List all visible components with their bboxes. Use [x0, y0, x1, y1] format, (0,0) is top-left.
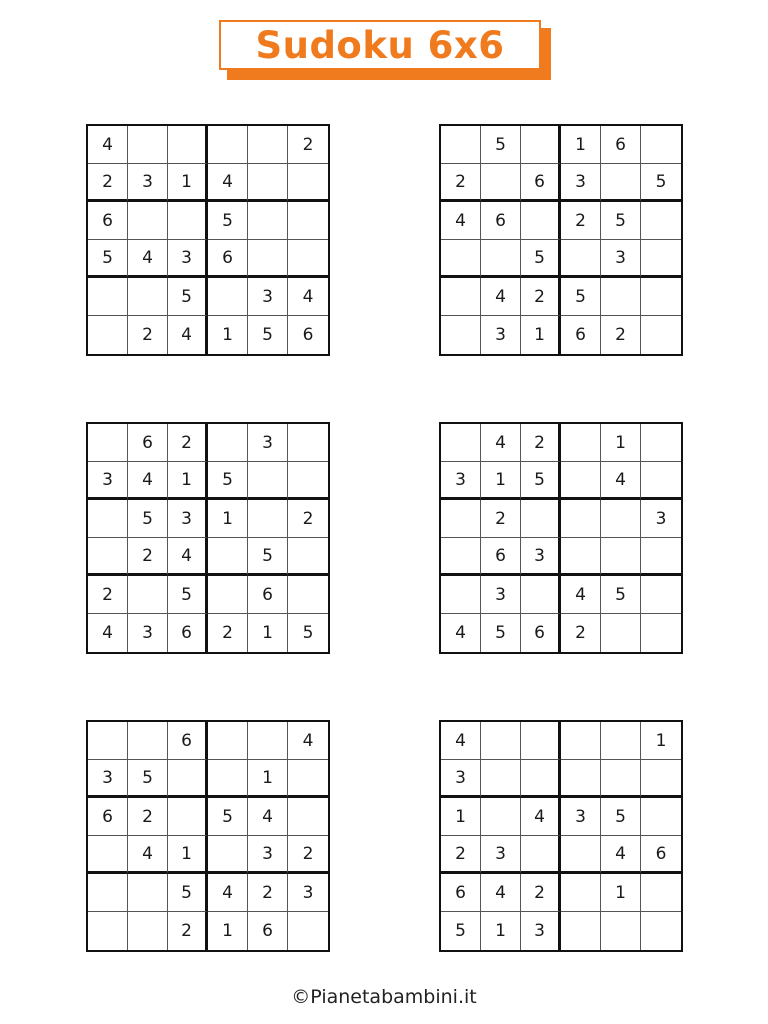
sudoku-cell[interactable]: [248, 240, 288, 278]
sudoku-cell[interactable]: [88, 278, 128, 316]
sudoku-cell[interactable]: [168, 798, 208, 836]
sudoku-cell[interactable]: [561, 500, 601, 538]
sudoku-cell: 3: [168, 240, 208, 278]
sudoku-cell[interactable]: [601, 912, 641, 950]
sudoku-cell: 1: [168, 836, 208, 874]
sudoku-cell[interactable]: [601, 500, 641, 538]
sudoku-cell[interactable]: [481, 760, 521, 798]
sudoku-cell[interactable]: [601, 760, 641, 798]
sudoku-cell[interactable]: [521, 500, 561, 538]
sudoku-cell: 6: [88, 202, 128, 240]
sudoku-grid-2: [439, 124, 683, 356]
sudoku-cell: 2: [521, 424, 561, 462]
sudoku-cell: 4: [208, 164, 248, 202]
sudoku-cell[interactable]: [128, 874, 168, 912]
sudoku-cell: 1: [441, 798, 481, 836]
sudoku-cell: 6: [481, 202, 521, 240]
sudoku-cell: 5: [128, 760, 168, 798]
sudoku-cell: 2: [561, 202, 601, 240]
sudoku-cell: 4: [561, 576, 601, 614]
sudoku-cell[interactable]: [441, 278, 481, 316]
sudoku-cell[interactable]: [128, 278, 168, 316]
sudoku-cell[interactable]: [561, 836, 601, 874]
sudoku-cell: 5: [601, 202, 641, 240]
sudoku-cell: 1: [168, 462, 208, 500]
sudoku-cell: 1: [481, 462, 521, 500]
sudoku-cell[interactable]: [641, 614, 681, 652]
sudoku-cell: 5: [521, 462, 561, 500]
sudoku-cell: 5: [88, 240, 128, 278]
sudoku-cell[interactable]: [481, 722, 521, 760]
sudoku-cell: 5: [481, 614, 521, 652]
sudoku-cell[interactable]: [88, 874, 128, 912]
sudoku-cell: 2: [521, 874, 561, 912]
sudoku-cell[interactable]: [288, 424, 328, 462]
sudoku-cell: 6: [248, 576, 288, 614]
sudoku-cell[interactable]: [441, 500, 481, 538]
sudoku-cell[interactable]: [288, 164, 328, 202]
sudoku-cell[interactable]: [641, 874, 681, 912]
sudoku-cell[interactable]: [641, 760, 681, 798]
sudoku-cell: 2: [441, 836, 481, 874]
sudoku-cell[interactable]: [561, 912, 601, 950]
sudoku-cell[interactable]: [601, 538, 641, 576]
sudoku-cell[interactable]: [88, 316, 128, 354]
sudoku-cell[interactable]: [441, 126, 481, 164]
sudoku-cell: 6: [641, 836, 681, 874]
sudoku-cell[interactable]: [208, 760, 248, 798]
sudoku-cell: 6: [168, 722, 208, 760]
sudoku-cell: 6: [168, 614, 208, 652]
sudoku-cell[interactable]: [641, 912, 681, 950]
sudoku-cell[interactable]: [288, 912, 328, 950]
sudoku-cell[interactable]: [208, 538, 248, 576]
sudoku-cell[interactable]: [128, 576, 168, 614]
sudoku-cell[interactable]: [641, 576, 681, 614]
page-title: Sudoku 6x6: [255, 23, 505, 67]
sudoku-cell: 6: [521, 614, 561, 652]
sudoku-cell: 6: [88, 798, 128, 836]
sudoku-cell[interactable]: [481, 798, 521, 836]
sudoku-cell: 2: [128, 538, 168, 576]
sudoku-cell[interactable]: [641, 538, 681, 576]
sudoku-cell: 3: [521, 912, 561, 950]
sudoku-cell: 3: [601, 240, 641, 278]
title-banner: [219, 20, 545, 74]
sudoku-cell: 6: [481, 538, 521, 576]
sudoku-cell[interactable]: [88, 500, 128, 538]
sudoku-cell[interactable]: [641, 240, 681, 278]
sudoku-cell: 1: [561, 126, 601, 164]
sudoku-cell: 3: [481, 836, 521, 874]
sudoku-cell[interactable]: [441, 424, 481, 462]
sudoku-cell: 4: [88, 126, 128, 164]
sudoku-cell: 5: [248, 316, 288, 354]
sudoku-cell: 3: [248, 424, 288, 462]
sudoku-cell: 3: [288, 874, 328, 912]
sudoku-cell: 4: [441, 202, 481, 240]
sudoku-cell[interactable]: [128, 202, 168, 240]
sudoku-cell[interactable]: [641, 316, 681, 354]
sudoku-cell: 4: [168, 316, 208, 354]
sudoku-cell[interactable]: [521, 836, 561, 874]
sudoku-cell: 3: [441, 760, 481, 798]
sudoku-cell: 3: [481, 316, 521, 354]
sudoku-cell: 3: [521, 538, 561, 576]
sudoku-cell[interactable]: [248, 722, 288, 760]
sudoku-cell[interactable]: [521, 722, 561, 760]
sudoku-cell: 4: [88, 614, 128, 652]
sudoku-cell: 6: [128, 424, 168, 462]
sudoku-cell: 1: [601, 424, 641, 462]
sudoku-cell: 2: [128, 798, 168, 836]
sudoku-cell: 5: [601, 798, 641, 836]
sudoku-cell: 5: [168, 576, 208, 614]
sudoku-cell[interactable]: [288, 240, 328, 278]
sudoku-cell: 2: [288, 836, 328, 874]
sudoku-cell: 1: [248, 614, 288, 652]
sudoku-cell: 5: [208, 202, 248, 240]
sudoku-cell[interactable]: [641, 424, 681, 462]
sudoku-cell[interactable]: [441, 576, 481, 614]
sudoku-cell: 2: [128, 316, 168, 354]
sudoku-cell: 4: [441, 722, 481, 760]
sudoku-cell: 5: [168, 278, 208, 316]
sudoku-cell: 3: [88, 760, 128, 798]
sudoku-cell: 4: [288, 722, 328, 760]
sudoku-cell: 4: [288, 278, 328, 316]
sudoku-cell[interactable]: [641, 798, 681, 836]
sudoku-cell: 2: [441, 164, 481, 202]
sudoku-cell: 4: [601, 836, 641, 874]
sudoku-cell[interactable]: [561, 424, 601, 462]
sudoku-cell: 4: [601, 462, 641, 500]
sudoku-cell[interactable]: [561, 874, 601, 912]
sudoku-cell: 5: [248, 538, 288, 576]
sudoku-cell: 4: [128, 240, 168, 278]
sudoku-cell[interactable]: [128, 912, 168, 950]
sudoku-cell: 3: [168, 500, 208, 538]
sudoku-cell: 4: [481, 874, 521, 912]
sudoku-cell: 2: [521, 278, 561, 316]
sudoku-cell[interactable]: [601, 614, 641, 652]
sudoku-grid-3: [86, 422, 330, 654]
sudoku-cell[interactable]: [601, 164, 641, 202]
sudoku-cell: 5: [302, 623, 314, 643]
sudoku-cell: 5: [168, 874, 208, 912]
sudoku-cell: 3: [248, 836, 288, 874]
sudoku-cell: 3: [248, 278, 288, 316]
sudoku-cell: 6: [601, 126, 641, 164]
sudoku-cell[interactable]: [128, 126, 168, 164]
sudoku-cell: 5: [481, 126, 521, 164]
sudoku-cell: 2: [168, 912, 208, 950]
sudoku-cell[interactable]: [168, 202, 208, 240]
sudoku-cell: 3: [561, 164, 601, 202]
sudoku-cell: 6: [208, 240, 248, 278]
sudoku-cell: 4: [128, 836, 168, 874]
sudoku-cell: 5: [441, 912, 481, 950]
sudoku-cell: 5: [208, 462, 248, 500]
sudoku-cell: 4: [128, 462, 168, 500]
sudoku-cell[interactable]: [561, 538, 601, 576]
sudoku-cell: 6: [561, 316, 601, 354]
sudoku-cell: 3: [128, 614, 168, 652]
sudoku-cell: 1: [481, 912, 521, 950]
sudoku-cell[interactable]: [208, 424, 248, 462]
sudoku-cell: 5: [208, 798, 248, 836]
sudoku-cell[interactable]: [288, 760, 328, 798]
sudoku-cell[interactable]: [641, 462, 681, 500]
sudoku-cell: 6: [302, 325, 314, 345]
sudoku-cell: 3: [641, 500, 681, 538]
title-box: [219, 20, 541, 70]
sudoku-cell[interactable]: [601, 722, 641, 760]
sudoku-cell: 4: [441, 614, 481, 652]
sudoku-cell[interactable]: [561, 462, 601, 500]
sudoku-cell[interactable]: [208, 722, 248, 760]
sudoku-cell[interactable]: [481, 240, 521, 278]
sudoku-cell[interactable]: [208, 278, 248, 316]
sudoku-cell[interactable]: [561, 240, 601, 278]
sudoku-grid-1: [86, 124, 330, 356]
sudoku-cell: 5: [561, 278, 601, 316]
sudoku-cell[interactable]: [168, 126, 208, 164]
sudoku-cell: 6: [521, 164, 561, 202]
sudoku-cell[interactable]: [248, 202, 288, 240]
sudoku-cell: 5: [521, 240, 561, 278]
sudoku-cell: 6: [248, 912, 288, 950]
sudoku-cell[interactable]: [521, 760, 561, 798]
sudoku-cell: 4: [208, 874, 248, 912]
sudoku-cell[interactable]: [88, 538, 128, 576]
sudoku-cell[interactable]: [641, 202, 681, 240]
sudoku-cell: 2: [481, 500, 521, 538]
sudoku-grid-4: [439, 422, 683, 654]
sudoku-cell[interactable]: [521, 202, 561, 240]
sudoku-grid-5: [86, 720, 330, 952]
sudoku-cell: 3: [88, 462, 128, 500]
sudoku-cell[interactable]: [248, 126, 288, 164]
sudoku-cell: 2: [561, 614, 601, 652]
sudoku-cell[interactable]: [208, 576, 248, 614]
sudoku-cell: 2: [88, 164, 128, 202]
sudoku-cell: 2: [168, 424, 208, 462]
sudoku-cell: 1: [208, 316, 248, 354]
sudoku-cell: 2: [601, 316, 641, 354]
sudoku-cell: 2: [248, 874, 288, 912]
sudoku-cell[interactable]: [288, 538, 328, 576]
sudoku-cell[interactable]: [641, 126, 681, 164]
sudoku-grid-6: [439, 720, 683, 952]
sudoku-cell[interactable]: [441, 240, 481, 278]
sudoku-cell: 1: [641, 722, 681, 760]
sudoku-cell[interactable]: [561, 722, 601, 760]
sudoku-cell[interactable]: [208, 126, 248, 164]
sudoku-cell[interactable]: [88, 722, 128, 760]
sudoku-cell: 6: [441, 874, 481, 912]
sudoku-cell: 1: [601, 874, 641, 912]
sudoku-cell[interactable]: [288, 576, 328, 614]
sudoku-cell[interactable]: [208, 836, 248, 874]
sudoku-cell: 4: [168, 538, 208, 576]
sudoku-cell[interactable]: [288, 202, 328, 240]
sudoku-cell: 1: [208, 912, 248, 950]
sudoku-cell[interactable]: [288, 798, 328, 836]
sudoku-cell: 4: [481, 278, 521, 316]
sudoku-cell[interactable]: [441, 538, 481, 576]
sudoku-cell: 1: [521, 316, 561, 354]
sudoku-cell[interactable]: [521, 126, 561, 164]
sudoku-cell: 5: [601, 576, 641, 614]
sudoku-cell: 2: [208, 614, 248, 652]
sudoku-cell: 5: [641, 164, 681, 202]
sudoku-cell: 4: [521, 798, 561, 836]
footer-credit: ©Pianetabambini.it: [291, 986, 477, 1008]
sudoku-cell[interactable]: [481, 164, 521, 202]
sudoku-cell[interactable]: [248, 500, 288, 538]
sudoku-cell: 5: [128, 500, 168, 538]
sudoku-cell: 3: [128, 164, 168, 202]
sudoku-cell: 3: [481, 576, 521, 614]
sudoku-cell[interactable]: [88, 424, 128, 462]
sudoku-cell[interactable]: [128, 722, 168, 760]
sudoku-cell: 1: [208, 500, 248, 538]
sudoku-cell: 3: [441, 462, 481, 500]
sudoku-cell[interactable]: [601, 278, 641, 316]
sudoku-cell: 1: [248, 760, 288, 798]
sudoku-cell[interactable]: [88, 912, 128, 950]
sudoku-cell: 2: [288, 126, 328, 164]
sudoku-cell[interactable]: [248, 462, 288, 500]
sudoku-cell[interactable]: [561, 760, 601, 798]
sudoku-cell[interactable]: [168, 760, 208, 798]
sudoku-cell[interactable]: [88, 836, 128, 874]
sudoku-cell[interactable]: [248, 164, 288, 202]
sudoku-cell[interactable]: [288, 462, 328, 500]
sudoku-cell[interactable]: [521, 576, 561, 614]
sudoku-cell[interactable]: [441, 316, 481, 354]
sudoku-cell: 1: [168, 164, 208, 202]
sudoku-cell: 2: [288, 500, 328, 538]
sudoku-cell[interactable]: [641, 278, 681, 316]
sudoku-cell: 4: [481, 424, 521, 462]
sudoku-cell: 2: [88, 576, 128, 614]
sudoku-cell: 3: [561, 798, 601, 836]
sudoku-cell: 4: [248, 798, 288, 836]
